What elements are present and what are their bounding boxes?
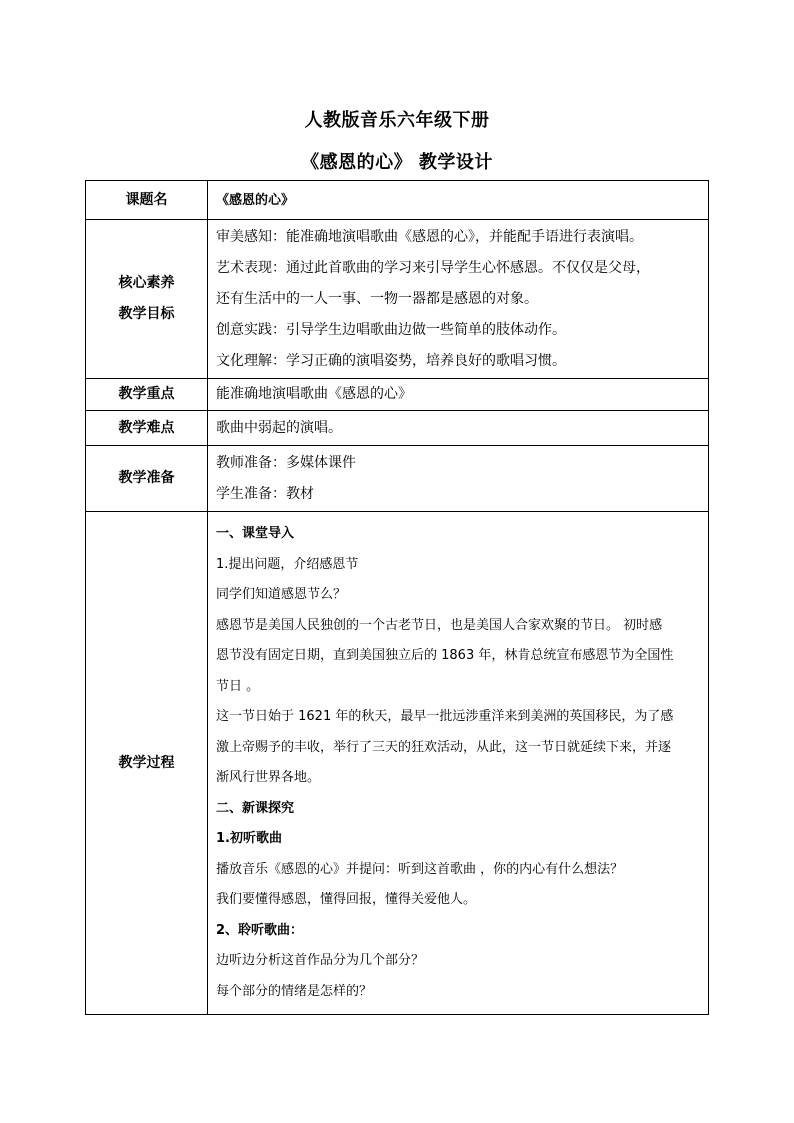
process-line: 1.提出问题，介绍感恩节 [216, 556, 359, 572]
process-subheading: 2、聆听歌曲： [216, 922, 304, 938]
process-line: 每个部分的情绪是怎样的？ [216, 983, 373, 999]
value-difficulty [208, 411, 709, 446]
goal-line: 还有生活中的一人一事、一物一器都是感恩的对象。 [216, 290, 538, 307]
document-subtitle: 《感恩的心》 教学设计 [301, 152, 493, 173]
label-goals [86, 220, 208, 379]
value-goals [208, 220, 709, 379]
value-key-point [208, 379, 709, 411]
goal-line: 创意实践：引导学生边唱歌曲边做一些简单的肢体动作。 [216, 321, 566, 338]
preparation-line: 学生准备：教材 [216, 485, 314, 502]
process-line: 节日 。 [216, 678, 260, 694]
process-line: 恩节没有固定日期，直到美国独立后的 1863 年，林肯总统宣布感恩节为全国性 [216, 648, 674, 663]
table-row-topic [86, 181, 709, 220]
label-difficulty: 教学难点 [86, 411, 208, 446]
value-topic [208, 181, 709, 220]
process-line: 渐风行世界各地。 [216, 770, 321, 785]
value-preparation [208, 446, 709, 512]
label-topic: 课题名 [86, 181, 208, 220]
process-heading: 一、课堂导入 [216, 526, 295, 541]
process-line: 激上帝赐予的丰收，举行了三天的狂欢活动，从此，这一节日就延续下来，并逐 [216, 739, 672, 755]
key-point-text: 能准确地演唱歌曲《感恩的心》 [216, 386, 412, 402]
value-process [208, 512, 709, 1015]
label-process: 教学过程 [86, 512, 208, 1015]
process-line: 感恩节是美国人民独创的一个古老节日，也是美国人合家欢聚的节日。 初时感 [216, 617, 663, 633]
label-goals-line2: 教学目标 [118, 306, 175, 322]
document-title: 人教版音乐六年级下册 [304, 110, 490, 131]
table-row-difficulty [86, 411, 709, 446]
table-row-goals [86, 220, 709, 379]
table-row-process [86, 512, 709, 1015]
label-preparation: 教学准备 [86, 446, 208, 512]
process-line: 这一节日始于 1621 年的秋天，最早一批远涉重洋来到美洲的英国移民，为了感 [216, 709, 674, 724]
lesson-plan-table [85, 180, 709, 1015]
process-subheading: 1.初听歌曲 [216, 831, 282, 846]
goal-line: 审美感知：能准确地演唱歌曲《感恩的心》，并能配手语进行表演唱。 [216, 228, 643, 245]
process-line: 边听边分析这首作品分为几个部分？ [216, 953, 425, 968]
difficulty-text: 歌曲中弱起的演唱。 [216, 419, 342, 436]
process-line: 我们要懂得感恩，懂得回报，懂得关爱他人。 [216, 892, 477, 907]
preparation-line: 教师准备：多媒体课件 [216, 454, 356, 471]
topic-text: 《感恩的心》 [216, 192, 295, 208]
label-goals-line1: 核心素养 [118, 275, 175, 291]
goal-line: 文化理解：学习正确的演唱姿势，培养良好的歌唱习惯。 [216, 352, 566, 369]
table-row-key-point [86, 379, 709, 411]
process-heading: 二、新课探究 [216, 800, 295, 816]
goal-line: 艺术表现：通过此首歌曲的学习来引导学生心怀感恩。不仅仅是父母， [216, 259, 650, 276]
process-line: 播放音乐《感恩的心》并提问：听到这首歌曲 ，你的内心有什么想法？ [216, 861, 624, 877]
label-key-point: 教学重点 [86, 379, 208, 411]
process-line: 同学们知道感恩节么？ [216, 587, 347, 602]
table-row-preparation [86, 446, 709, 512]
